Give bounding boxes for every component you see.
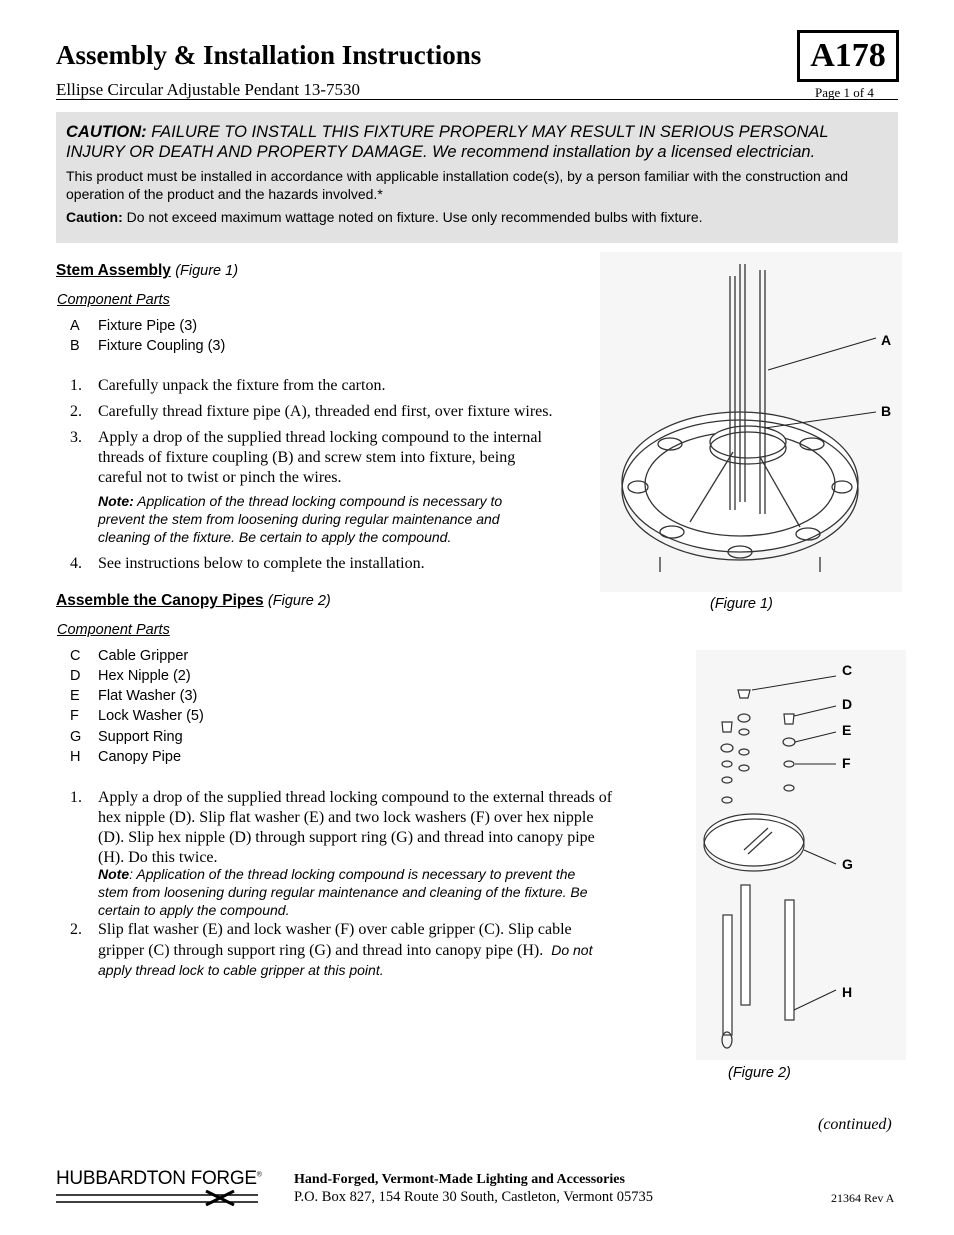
canopy-heading-text: Assemble the Canopy Pipes [56, 592, 264, 609]
stem-step-2: 2. Carefully thread fixture pipe (A), threaded end first, over fixture wires. [70, 403, 553, 420]
figure-2-illustration [696, 650, 906, 1060]
document-revision: 21364 Rev A [831, 1191, 895, 1205]
canopy-step-2: 2. Slip flat washer (E) and lock washer (F) over cable gripper (C). Slip cable gripper (C) through support ring (G) and thread into canopy pipe (H). Do not apply thread lock to cable gripper at this point. [70, 921, 593, 978]
footer-tagline: Hand-Forged, Vermont-Made Lighting and Accessories [294, 1172, 625, 1187]
caution-lead-2: Caution: [66, 209, 123, 225]
canopy-step-1: 1. Apply a drop of the supplied thread locking compound to the external threads of hex nipple (D). Slip flat washer (E) and two lock washers (F) over hex nipple (D). Slip hex nipple (D) through support ring (G) and thread into canopy pipe (H). Do this twice. [70, 789, 613, 866]
canopy-component-parts-label: Component Parts [57, 622, 170, 638]
logo-underline-mark [56, 1190, 266, 1206]
document-number-box: A178 [797, 30, 899, 82]
header-rule [56, 99, 898, 100]
part-item: C Cable Gripper [70, 648, 189, 664]
stem-note: Note: Application of the thread locking compound is necessary to prevent the stem from loosening during regular maintenance and cleaning of the fixture. Be certain to apply the compound. [98, 493, 503, 545]
part-item: D Hex Nipple (2) [70, 668, 191, 684]
figure-2-label-f: F [842, 755, 851, 771]
figure-2-label-d: D [842, 696, 853, 712]
figure-2-label-g: G [842, 856, 853, 872]
canopy-figure-ref: (Figure 2) [267, 593, 331, 609]
caution-text: FAILURE TO INSTALL THIS FIXTURE PROPERLY MAY RESULT IN SERIOUS PERSONAL INJURY OR DEATH AND PROPERTY DAMAGE. We recommend installation by a licensed electrician. [66, 123, 829, 161]
stem-heading-text: Stem Assembly [56, 262, 171, 279]
page-title: Assembly & Installation Instructions [56, 40, 482, 70]
product-subtitle: Ellipse Circular Adjustable Pendant 13-7530 [56, 80, 361, 99]
stem-assembly-heading [56, 262, 238, 280]
stem-note-lead: Note: [98, 493, 134, 509]
logo-wordmark: HUBBARDTON FORGE® [56, 1168, 262, 1189]
hubbardton-forge-logo [56, 1168, 266, 1208]
part-item: H Canopy Pipe [70, 749, 182, 765]
continued-note: (continued) [818, 1116, 892, 1133]
figure-2-label-e: E [842, 722, 852, 738]
stem-figure-ref: (Figure 1) [175, 263, 239, 279]
figure-2-label-h: H [842, 984, 853, 1000]
caution-paragraph: This product must be installed in accordance with applicable installation code(s), by a person familiar with the construction and operation of the product and the hazards involved.* [66, 168, 849, 202]
stem-component-parts-label: Component Parts [57, 292, 170, 308]
canopy-note: Note: Application of the thread locking compound is necessary to prevent the stem from loosening during regular maintenance and cleaning of the fixture. Be certain to apply the compound. [98, 866, 588, 918]
footer-address: P.O. Box 827, 154 Route 30 South, Castleton, Vermont 05735 [294, 1189, 654, 1205]
canopy-pipes-heading [56, 592, 331, 610]
stem-step-1: 1. Carefully unpack the fixture from the carton. [70, 377, 386, 394]
caution-wattage [66, 208, 881, 226]
caution-wattage-text: Do not exceed maximum wattage noted on fixture. Use only recommended bulbs with fixture. [126, 209, 703, 225]
page-number: Page 1 of 4 [815, 85, 874, 100]
caution-warning [66, 122, 881, 162]
figure-1-illustration [600, 252, 902, 592]
canopy-note-lead: Note [98, 866, 130, 882]
figure-2-label-c: C [842, 662, 853, 678]
stem-step-4: 4. See instructions below to complete the installation. [70, 555, 425, 572]
stem-step-3: 3. Apply a drop of the supplied thread locking compound to the internal threads of fixture coupling (B) and screw stem into fixture, being careful not to twist or pinch the wires. [70, 429, 542, 486]
caution-box [56, 112, 898, 243]
figure-1-label-a: A [881, 332, 892, 348]
part-item: G Support Ring [70, 729, 183, 745]
part-item: F Lock Washer (5) [70, 708, 204, 724]
figure-1-label-b: B [881, 403, 892, 419]
part-item: E Flat Washer (3) [70, 688, 198, 704]
part-item: B Fixture Coupling (3) [70, 338, 226, 354]
figure-1-caption: (Figure 1) [710, 596, 773, 612]
caution-lead: CAUTION: [66, 123, 147, 141]
figure-2-caption: (Figure 2) [728, 1065, 791, 1081]
part-item: A Fixture Pipe (3) [70, 318, 198, 334]
